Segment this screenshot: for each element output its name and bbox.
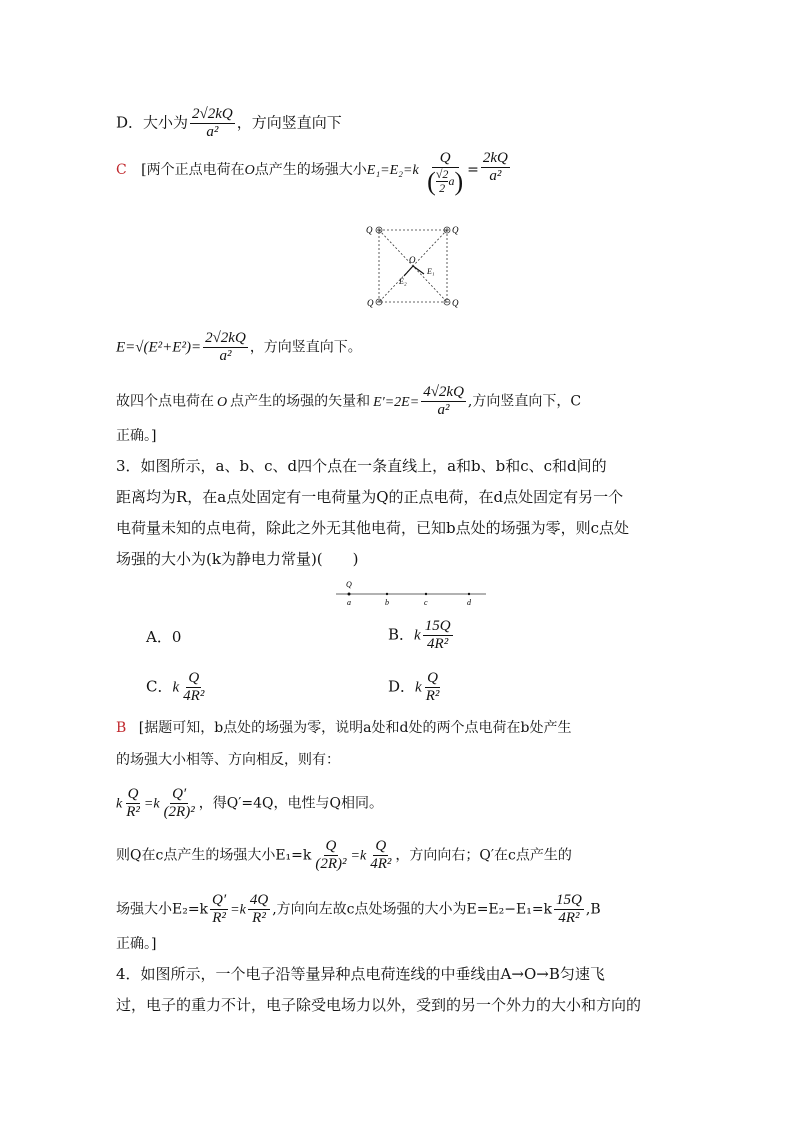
- fraction: $\frac{Q'}{\text{R²}}$: [212, 892, 227, 926]
- label-a: a: [347, 598, 351, 607]
- option-a: A．0: [146, 628, 182, 646]
- label-b: b: [385, 598, 389, 607]
- fraction: $\frac{Q'}{\text{(2R)²}}$: [163, 786, 195, 820]
- solution-2-end: 正确。]: [116, 428, 157, 444]
- charges-square-figure: [362, 222, 466, 312]
- solution-3-line4: 则Q在c点产生的场强大小E₁=k $\frac{Q}{\text{(2R)²}}$ =k $\frac{Q}{\text{4R²}}$ ，方向向右；Q′在c点产生的: [116, 838, 572, 872]
- solution-2-line1: C [两个正点电荷在O点产生的场强大小E₁=E₂=k Q ( √2 2 a ) = $\frac{2kQ}{\text{a²}}$: [116, 150, 508, 196]
- label-e1: E₁: [427, 267, 435, 276]
- question-3-line: 3．如图所示，a、b、c、d四个点在一条直线上，a和b、b和c、c和d间的: [116, 457, 607, 475]
- answer-letter: B: [116, 720, 127, 736]
- fraction: $\frac{2√2kQ}{\text{a²}}$: [205, 330, 246, 364]
- label-c: c: [424, 598, 428, 607]
- fraction: $\frac{Q}{\text{R²}}$: [126, 786, 140, 820]
- solution-3-line2: 的场强大小相等、方向相反，则有：: [116, 752, 340, 768]
- label-q: Q: [452, 225, 459, 235]
- label-q: Q: [367, 298, 374, 308]
- solution-2-line2: E=√(E²+E²)= $\frac{2√2kQ}{\text{a²}}$ ，方向竖直向下。: [116, 330, 362, 364]
- fraction: $\frac{15Q}{\text{4R²}}$: [556, 892, 582, 926]
- solution-3-end: 正确。]: [116, 936, 157, 952]
- fraction: $\frac{Q}{\text{R²}}$: [425, 670, 440, 704]
- fraction: $\frac{4Q}{\text{R²}}$: [249, 892, 269, 926]
- solution-3-line5: 场强大小E₂=k $\frac{Q'}{\text{R²}}$ =k $\frac{4Q}{\text{R²}}$ ,方向向左故c点处场强的大小为E=E₂−E₁=k $\frac{15Q}{\text{4R²}}$ ,B: [116, 892, 601, 926]
- solution-3-line1: B [据题可知，b点处的场强为零，说明a处和d处的两个点电荷在b处产生: [116, 720, 572, 736]
- label-q: Q: [452, 298, 459, 308]
- fraction: Q ( √2 2 a ): [427, 150, 464, 196]
- question-4-line: 4．如图所示，一个电子沿等量异种点电荷连线的中垂线由A→O→B匀速飞: [116, 965, 605, 983]
- label-e2: E₂: [399, 277, 407, 286]
- fraction: $\frac{2√2kQ}{\text{a²}}$: [192, 106, 233, 140]
- question-3-line: 电荷量未知的点电荷，除此之外无其他电荷，已知b点处的场强为零，则c点处: [116, 519, 630, 537]
- question-4-line: 过，电子的重力不计，电子除受电场力以外，受到的另一个外力的大小和方向的: [116, 996, 642, 1014]
- answer-letter: C: [116, 162, 127, 178]
- fraction: $\frac{2kQ}{\text{a²}}$: [482, 150, 508, 184]
- fraction: $\frac{Q}{\text{(2R)²}}$: [315, 838, 347, 872]
- fraction: $\frac{4√2kQ}{\text{a²}}$: [423, 384, 464, 418]
- option-c: C．k $\frac{Q}{\text{4R²}}$: [146, 670, 205, 704]
- label-q: Q: [346, 580, 352, 589]
- option-b: B．k $\frac{15Q}{\text{4R²}}$: [388, 618, 451, 652]
- label-d: d: [467, 598, 471, 607]
- label-q: Q: [366, 225, 373, 235]
- question-3-line: 距离均为R，在a点处固定有一电荷量为Q的正点电荷，在d点处固定有另一个: [116, 488, 624, 506]
- points-line-figure: [336, 576, 486, 610]
- option-d-q3: D．k $\frac{Q}{\text{R²}}$: [388, 670, 440, 704]
- solution-2-line3: 故四个点电荷在 O 点产生的场强的矢量和 E′=2E= $\frac{4√2kQ}{\text{a²}}$ ,方向竖直向下，C: [116, 384, 582, 418]
- label-o: O: [409, 255, 416, 265]
- fraction: $\frac{15Q}{\text{4R²}}$: [424, 618, 451, 652]
- fraction: $\frac{Q}{\text{4R²}}$: [183, 670, 205, 704]
- option-d: D．大小为 $\frac{2√2kQ}{\text{a²}}$ ，方向竖直向下: [116, 106, 342, 140]
- question-3-line: 场强的大小为(k为静电力常量)( ): [116, 550, 359, 568]
- fraction: $\frac{Q}{\text{4R²}}$: [370, 838, 392, 872]
- solution-3-equation: k $\frac{Q}{\text{R²}}$ =k $\frac{Q'}{\text{(2R)²}}$ ，得Q′=4Q，电性与Q相同。: [116, 786, 383, 820]
